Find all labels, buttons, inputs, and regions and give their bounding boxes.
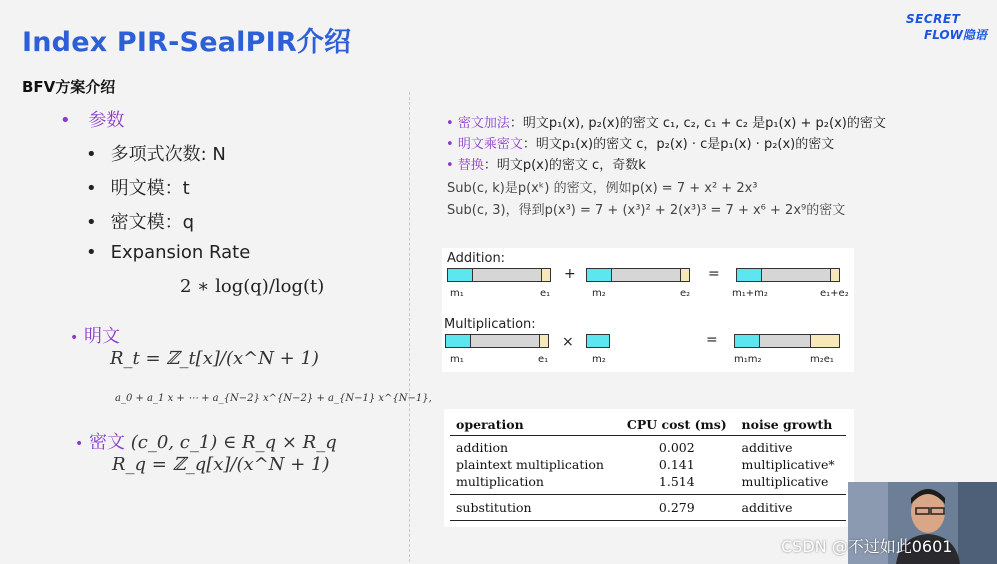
plaintext-label: 明文 xyxy=(84,326,120,347)
column-divider xyxy=(409,92,410,562)
col-header: operation xyxy=(456,417,524,432)
ciphertext-addition-line xyxy=(446,112,886,131)
sub-text: ：明文p(x)的密文 c，奇数k xyxy=(483,158,646,173)
col-header: CPU cost (ms) xyxy=(626,417,727,432)
bullet-dot-icon: • xyxy=(70,330,79,346)
bullet-dot-icon: • xyxy=(446,137,454,152)
section-subheading: BFV方案介绍 xyxy=(22,78,116,96)
expansion-formula: 2 ∗ log(q)/log(t) xyxy=(180,276,325,297)
bar-label: e₁ xyxy=(540,288,551,299)
logo-line2: FLOW隐语 xyxy=(924,28,987,42)
cell-cost: 0.141 xyxy=(658,457,695,472)
plaintext-ring: R_t = ℤ_t[x]/(x^N + 1) xyxy=(110,348,319,369)
param-item-label: 多项式次数: N xyxy=(110,144,226,165)
bar-label: m₁ xyxy=(450,288,464,299)
cell-noise: multiplicative xyxy=(741,474,829,489)
bar-label: m₂e₁ xyxy=(810,354,834,365)
substitution-result: Sub(c, 3)，得到p(x³) = 7 + (x³)² + 2(x³)³ = 7 + x⁶ + 2x⁹的密文 xyxy=(447,203,846,218)
logo-line1: SECRET xyxy=(906,12,961,26)
cipher-bar xyxy=(447,268,551,282)
substitution-line xyxy=(446,154,646,173)
bar-label: m₁m₂ xyxy=(734,354,762,365)
sub-label: 替换 xyxy=(457,158,484,173)
cell-cost: 0.279 xyxy=(658,500,695,515)
plus-sign: + xyxy=(564,266,576,282)
params-bullet xyxy=(60,106,124,132)
param-item-label: Expansion Rate xyxy=(110,242,251,263)
bar-label: m₁+m₂ xyxy=(732,288,768,299)
cell-noise: additive xyxy=(741,440,793,455)
bar-label: e₁+e₂ xyxy=(820,288,849,299)
cost-table xyxy=(450,415,846,521)
secretflow-logo xyxy=(906,12,990,42)
param-item: • 密文模：q xyxy=(86,212,195,233)
slide-title: Index PIR-SealPIR介绍 xyxy=(22,27,352,58)
table-row xyxy=(450,436,846,457)
add-text: ：明文p₁(x), p₂(x)的密文 c₁, c₂, c₁ + c₂ 是p₁(x) + p₂(x)的密文 xyxy=(509,116,886,131)
cell-operation: addition xyxy=(456,440,509,455)
cipher-bar xyxy=(734,334,840,348)
mul-text: ：明文p₁(x)的密文 c，p₂(x) · c是p₁(x) · p₂(x)的密文 xyxy=(522,137,835,152)
plaintext-bullet xyxy=(70,322,120,348)
cell-operation: multiplication xyxy=(456,474,544,489)
ciphertext-ring: R_q = ℤ_q[x]/(x^N + 1) xyxy=(112,454,330,475)
cipher-bar xyxy=(445,334,549,348)
times-sign: × xyxy=(562,334,574,350)
params-header: 参数 xyxy=(88,110,125,131)
cell-noise: additive xyxy=(741,500,793,515)
bullet-dot-icon: • xyxy=(446,158,454,173)
multiplication-label: Multiplication: xyxy=(444,317,536,332)
noise-diagram xyxy=(442,248,854,372)
param-item: • 多项式次数: N xyxy=(86,144,226,165)
add-label: 密文加法 xyxy=(457,116,510,131)
col-header: noise growth xyxy=(741,417,833,432)
ciphertext-label: 密文 xyxy=(89,432,125,453)
addition-label: Addition: xyxy=(447,251,506,266)
plain-bar xyxy=(586,334,610,348)
plaintext-multiplication-line xyxy=(446,133,834,152)
cipher-bar xyxy=(736,268,840,282)
bar-label: m₁ xyxy=(450,354,464,365)
bar-label: m₂ xyxy=(592,288,606,299)
bar-label: m₂ xyxy=(592,354,606,365)
mul-label: 明文乘密文 xyxy=(457,137,523,152)
param-item: • Expansion Rate xyxy=(86,242,251,263)
param-item-label: 明文模：t xyxy=(110,178,190,199)
cell-operation: substitution xyxy=(456,500,532,515)
bar-label: e₁ xyxy=(538,354,549,365)
table-row xyxy=(450,495,846,521)
cell-cost: 1.514 xyxy=(658,474,695,489)
bar-label: e₂ xyxy=(680,288,691,299)
equals-sign: = xyxy=(706,332,718,348)
equals-sign: = xyxy=(708,266,720,282)
bullet-dot-icon: • xyxy=(60,110,71,131)
cell-noise: multiplicative* xyxy=(741,457,835,472)
bullet-dot-icon: • xyxy=(446,116,454,131)
substitution-example: Sub(c, k)是p(xᵏ) 的密文，例如p(x) = 7 + x² + 2x³ xyxy=(447,181,758,196)
param-item-label: 密文模：q xyxy=(110,212,195,233)
plaintext-polynomial: a_0 + a_1 x + ⋯ + a_{N−2} x^{N−2} + a_{N−1} x^{N−1}, xyxy=(115,393,432,404)
cell-operation: plaintext multiplication xyxy=(456,457,604,472)
csdn-watermark: CSDN @不过如此0601 xyxy=(781,537,953,556)
cell-cost: 0.002 xyxy=(658,440,695,455)
ciphertext-bullet xyxy=(75,428,337,454)
bullet-dot-icon: • xyxy=(75,436,84,452)
cost-table-panel xyxy=(444,409,854,527)
table-row xyxy=(450,473,846,495)
param-item: • 明文模：t xyxy=(86,178,190,199)
cipher-bar xyxy=(586,268,690,282)
ciphertext-pair: (c_0, c_1) ∈ R_q × R_q xyxy=(130,432,337,453)
table-row xyxy=(450,456,846,473)
